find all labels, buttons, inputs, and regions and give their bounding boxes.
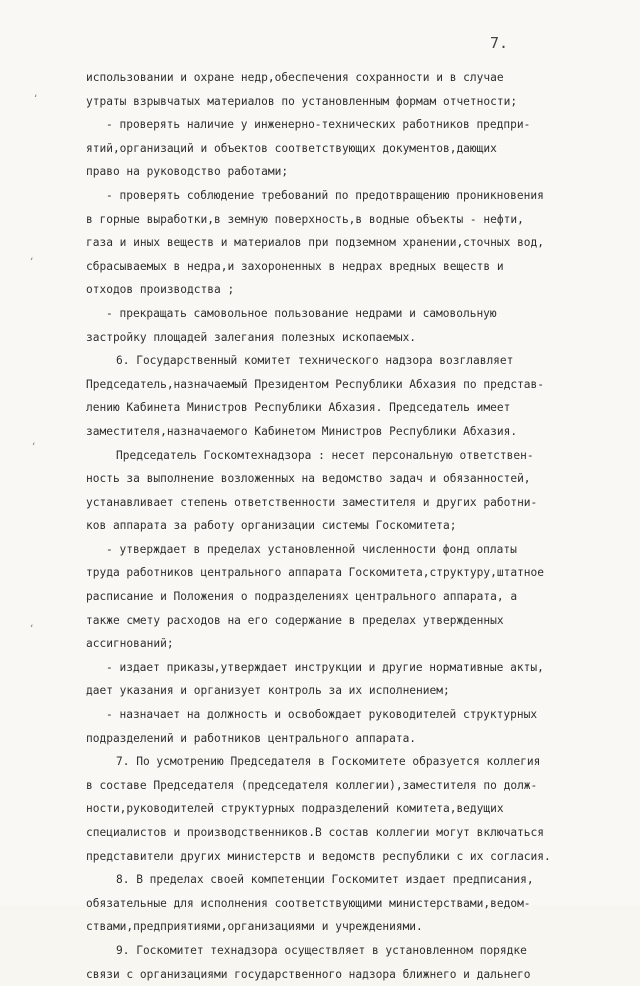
text-line: утраты взрывчатых материалов по установленным формам отчетности;: [86, 94, 518, 108]
text-line: использовании и охране недр,обеспечения сохранности и в случае: [86, 71, 504, 84]
text-line: устанавливает степень ответственности заместителя и других работни-: [86, 495, 538, 509]
text-line: 8. В пределах своей компетенции Госкомитет издает предписания,: [116, 873, 534, 887]
text-line: ассигнований;: [86, 637, 174, 651]
page-number: 7.: [490, 34, 509, 52]
text-line: - проверять соблюдение требований по предотвращению проникновения: [106, 188, 544, 202]
text-line: труда работников центрального аппарата Госкомитета,структуру,штатное: [86, 566, 545, 580]
text-line: газа и иных веществ и материалов при подземном хранении,сточных вод,: [86, 236, 545, 250]
text-line: - назначает на должность и освобождает руководителей структурных: [106, 708, 538, 722]
text-line: ствами,предприятиями,организациями и учреждениями.: [86, 920, 423, 934]
text-line: - прекращать самовольное пользование недрами и самовольную: [106, 306, 497, 320]
text-line: лению Кабинета Министров Республики Абхазия. Председатель имеет: [86, 401, 511, 415]
text-line: - проверять наличие у инженерно-технических работников предпри-: [106, 118, 531, 132]
text-line: 6. Государственный комитет технического надзора возглавляет: [116, 354, 514, 368]
text-line: ков аппарата за работу организации системы Госкомитета;: [86, 519, 457, 533]
text-line: ятий,организаций и объектов соответствующих документов,дающих: [86, 141, 497, 155]
text-line: ность за выполнение возложенных на ведомство задач и обязанностей,: [86, 472, 531, 486]
text-line: отходов производства ;: [86, 283, 235, 297]
text-line: - утверждает в пределах установленной численности фонд оплаты: [106, 542, 517, 556]
text-line: застройку площадей залегания полезных ископаемых.: [86, 330, 417, 344]
text-line: Председатель Госкомтехнадзора : несет персональную ответствен-: [116, 448, 534, 462]
margin-mark: ʻ: [30, 622, 34, 635]
document-body: [0, 66, 640, 986]
text-line: сбрасываемых в недра,и захороненных в недрах вредных веществ и: [86, 259, 504, 273]
text-line: право на руководство работами;: [86, 165, 289, 179]
margin-mark: ʻ: [30, 255, 34, 268]
text-line: также смету расходов на его содержание в пределах утвержденных: [86, 613, 504, 627]
text-line: связи с организациями государственного надзора ближнего и дальнего: [86, 967, 531, 981]
text-line: расписание и Положения о подразделениях центрального аппарата, а: [86, 590, 518, 604]
text-line: специалистов и производственников.В состав коллегии могут включаться: [86, 826, 545, 839]
text-line: заместителя,назначаемого Кабинетом Министров Республики Абхазия.: [86, 424, 518, 438]
margin-mark: ʻ: [32, 440, 36, 453]
text-line: обязательные для исполнения соответствующими министерствами,ведом-: [86, 896, 531, 910]
text-line: подразделений и работников центрального аппарата.: [86, 731, 417, 745]
text-line: в горные выработки,в земную поверхность,в водные объекты - нефти,: [86, 212, 524, 226]
margin-mark: ʻ: [34, 92, 38, 105]
text-line: в составе Председателя (председателя коллегии),заместителя по долж-: [86, 778, 538, 792]
text-line: 7. По усмотрению Председателя в Госкомитете образуется коллегия: [116, 755, 541, 769]
text-line: представители других министерств и ведомств республики с их согласия.: [86, 849, 551, 863]
text-line: Председатель,назначаемый Президентом Республики Абхазия по представ-: [86, 377, 545, 391]
text-line: - издает приказы,утверждает инструкции и другие нормативные акты,: [106, 660, 544, 674]
text-line: дает указания и организует контроль за их исполнением;: [86, 684, 450, 698]
text-line: ности,руководителей структурных подразделений комитета,ведущих: [86, 802, 504, 816]
text-line: 9. Госкомитет технадзора осуществляет в установленном порядке: [116, 943, 527, 957]
